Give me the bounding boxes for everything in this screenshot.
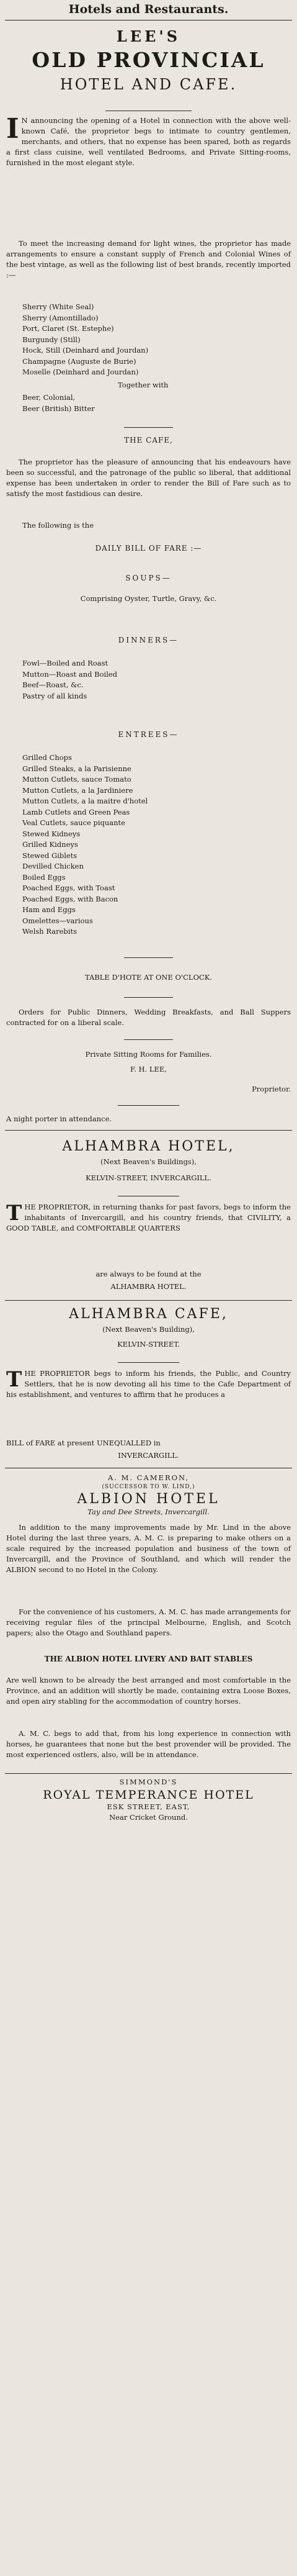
signature-name: F. H. LEE, [130,1065,167,1073]
wines-intro: To meet the increasing demand for light wines, the proprietor has made arrangements to ensure a constant supply of French and Colonial Wines of the best vintage, as well as the following list of best brands, recently imported :— [6,239,291,279]
wine-item: Burgundy (Still) [22,335,81,344]
entree-item: Omelettes—various [22,916,93,925]
alhambra-hotel-closing: are always to be found at the [95,1270,202,1278]
alhambra-cafe-text: THE PROPRIETOR begs to inform his friends, the Public, and Country Settlers, that he is now devoting all his time to the Cafe Department of his establishment, and ventures to affirm that he produces a [6,1367,291,1399]
lees-headline: OLD PROVINCIAL [32,48,265,72]
albion-text-1: In addition to the many improvements made by Mr. Lind in the above Hotel during the last three years, A. M. C. is preparing to make others on a scale required by the increased population and business of the town of Invercargill, and the Province of Southland, and which will render the ALBION second to no Hotel in the Colony. [6,1523,291,1574]
beer-item: Beer, Colonial, [22,393,76,402]
bill-heading: DAILY BILL OF FARE :— [95,544,202,553]
table-dhote: TABLE D'HOTE AT ONE O'CLOCK. [84,973,213,982]
wine-item: Port, Claret (St. Estephe) [22,324,114,333]
section-rule [5,1130,292,1131]
dinner-item: Fowl—Boiled and Roast [22,659,109,667]
entree-item: Ham and Eggs [22,905,76,914]
short-rule [118,1105,179,1106]
albion-name: ALBION HOTEL [77,1491,220,1507]
short-rule [118,1362,179,1363]
alhambra-cafe-bill-place: INVERCARGILL. [118,1451,179,1460]
lees-subheadline: HOTEL AND CAFE. [60,76,237,93]
lees-intro: I N announcing the opening of a Hotel in connection with the above well-known Café, the proprietor begs to intimate to country gentlemen, merchants, and others, that no expense has been spared, both as regards a first class cuisine, well ventilated Bedrooms, and Private Sitting-rooms, furnished in the most elegant style. [6,113,291,167]
entree-item: Lamb Cutlets and Green Peas [22,807,130,816]
alhambra-cafe-bill: BILL of FARE at present UNEQUALLED in [6,1439,161,1447]
entree-item: Stewed Kidneys [22,829,81,838]
section-rule [5,1773,292,1774]
albion-livery-heading: THE ALBION HOTEL LIVERY AND BAIT STABLES [44,1655,253,1663]
alhambra-cafe-sub: (Next Beaven's Building), [102,1325,195,1334]
albion-livery-text: Are well known to be already the best arranged and most comfortable in the Province, and an addition will shortly be made, containing extra Loose Boxes, and open airy stabling for the accommodation of country horses. [6,1676,291,1706]
lees-name: LEE'S [116,27,181,45]
albion-text-3: A. M. C. begs to add that, from his long experience in connection with horses, he guarantees that none but the best provender will be provided. The most experienced ostlers, also, will be in attendance. [6,1729,291,1759]
simmonds-near: Near Cricket Ground. [109,1813,188,1822]
orders-text: Orders for Public Dinners, Wedding Breakfasts, and Ball Suppers contracted for on a liberal scale. [6,1008,291,1027]
short-rule [124,997,173,998]
wine-item: Sherry (Amontillado) [22,313,99,322]
wine-list [22,302,291,378]
entree-item: Mutton Cutlets, a la maitre d'hotel [22,797,148,805]
cafe-heading: THE CAFE, [124,436,173,445]
entree-item: Welsh Rarebits [22,927,77,936]
wine-item: Champagne (Auguste de Burie) [22,356,136,366]
simmonds-name: SIMMOND'S [119,1778,178,1786]
short-rule [124,427,173,428]
dinner-item: Beef—Roast, &c. [22,680,84,689]
short-rule [124,957,173,958]
signature-title: Proprietor. [252,1085,291,1093]
short-rule [124,1039,173,1040]
alhambra-cafe-ad [6,1306,291,1350]
alhambra-hotel-closing-name: ALHAMBRA HOTEL. [110,1282,187,1291]
entree-item: Poached Eggs, with Toast [22,884,115,892]
entree-item: Boiled Eggs [22,872,66,882]
entree-item: Mutton Cutlets, a la Jardiniere [22,785,133,795]
entree-item: Grilled Chops [22,753,72,762]
entree-item: Grilled Kidneys [22,840,78,849]
alhambra-hotel-sub: (Next Beaven's Buildings), [100,1157,197,1166]
following-text: The following is the [22,521,94,530]
alhambra-hotel-ad [6,1139,291,1183]
dinner-item: Pastry of all kinds [22,691,87,700]
dinners-list [22,658,291,702]
soups-heading: SOUPS— [125,574,172,582]
entree-item: Veal Cutlets, sauce piquante [22,818,125,827]
together-with: Together with [118,381,169,389]
night-porter: A night porter in attendance. [6,1114,112,1123]
beer-item: Beer (British) Bitter [22,404,95,413]
albion-successor: (SUCCESSOR TO W. LIND,) [102,1483,195,1490]
entree-item: Grilled Steaks, a la Parisienne [22,764,131,773]
soups-text: Comprising Oyster, Turtle, Gravy, &c. [80,594,217,603]
dinner-item: Mutton—Roast and Boiled [22,669,118,679]
entree-item: Mutton Cutlets, sauce Tomato [22,775,131,784]
albion-owner: A. M. CAMERON, [107,1473,190,1482]
section-header: Hotels and Restaurants. [68,2,229,16]
alhambra-cafe-title: ALHAMBRA CAFE, [69,1306,228,1322]
section-rule [5,1300,292,1301]
entrees-list [22,752,291,938]
entree-item: Stewed Giblets [22,851,78,860]
simmonds-street: ESK STREET, EAST, [107,1802,190,1811]
entree-item: Devilled Chicken [22,862,84,870]
alhambra-cafe-address: KELVIN-STREET. [117,1339,180,1349]
wine-item: Moselle (Deinhard and Jourdan) [22,368,139,376]
beer-list [22,392,291,414]
lees-ad [6,27,291,93]
alhambra-hotel-title: ALHAMBRA HOTEL, [62,1139,235,1154]
alhambra-hotel-text: THE PROPRIETOR, in returning thanks for past favors, begs to inform the inhabitants of Invercargill, and his country friends, that CIVILITY, a GOOD TABLE, and COMFORTABLE QUARTERS [6,1201,291,1232]
albion-ad [6,1473,291,1517]
simmonds-title: ROYAL TEMPERANCE HOTEL [43,1787,254,1802]
private-rooms: Private Sitting Rooms for Families. [85,1050,212,1059]
albion-text-2: For the convenience of his customers, A. M. C. has made arrangements for receiving regular files of the principal Melbourne, English, and Scotch papers; also the Otago and Southland papers. [6,1607,291,1637]
dinners-heading: DINNERS— [118,636,179,644]
simmonds-ad [6,1777,291,1824]
intro-dropcap: I [6,113,19,145]
wine-item: Hock, Still (Deinhard and Jourdan) [22,346,149,355]
entrees-heading: ENTREES— [118,730,179,739]
albion-address: Tay and Dee Streets, Invercargill. [87,1507,210,1516]
alhambra-hotel-address: KELVIN-STREET, INVERCARGILL. [86,1173,211,1182]
cafe-text: The proprietor has the pleasure of announcing that his endeavours have been so successful, and the patronage of the public so liberal, that additional expense has been undertaken in order to render the Bill of Fare such as to satisfy the most fastidious can desire. [6,458,291,498]
wine-item: Sherry (White Seal) [22,302,94,311]
entree-item: Poached Eggs, with Bacon [22,894,118,903]
